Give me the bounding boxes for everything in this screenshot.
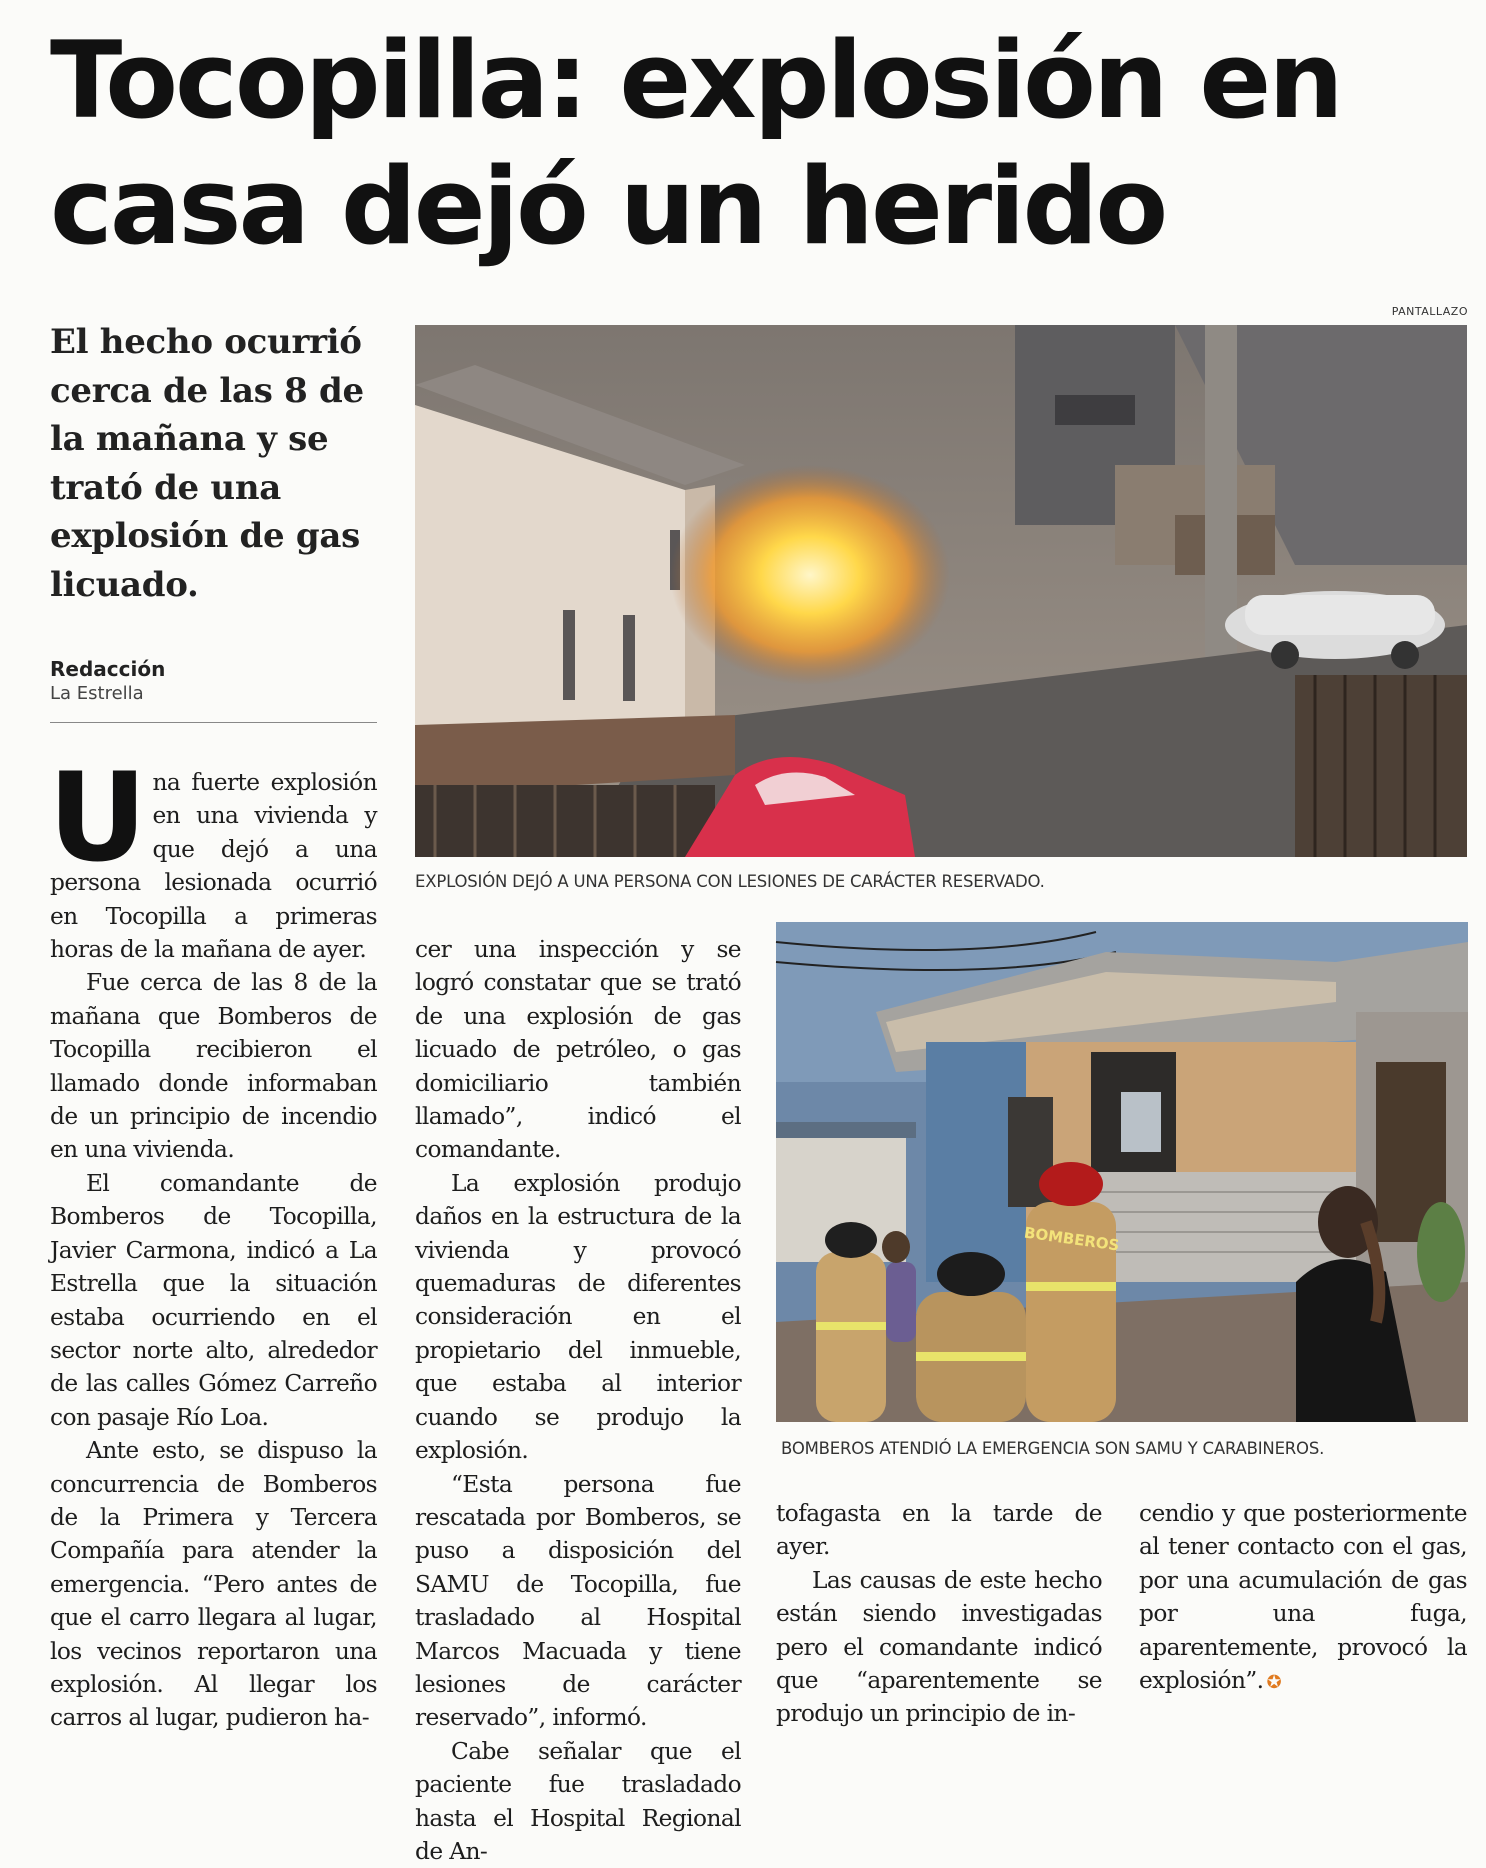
article-column-3 bbox=[776, 1497, 1102, 1737]
paragraph: cer una inspección y se logró constatar que se trató de una explosión de gas licuado de petróleo, o gas domiciliario también llamado”, indicó el comandante. bbox=[415, 936, 741, 1164]
paragraph: “Esta persona fue rescatada por Bomberos, se puso a disposición del SAMU de Tocopilla, fue trasladado al Hospital Marcos Macuada y tiene lesiones de carácter reservado”, informó. bbox=[415, 1470, 741, 1732]
paragraph: Una fuerte explosión en una vivienda y que dejó a una persona lesionada ocurrió en Tocopilla a primeras horas de la mañana de ayer. bbox=[48, 747, 377, 964]
caption-photo2: BOMBEROS ATENDIÓ LA EMERGENCIA SON SAMU Y CARABINEROS. bbox=[781, 1439, 1325, 1458]
paragraph: Ante esto, se dispuso la concurrencia de Bomberos de la Primera y Tercera Compañía para atender la emergencia. “Pero antes de que el carro llegara al lugar, los vecinos reportaron una explosión. Al llegar los carros al lugar, pudieron ha- bbox=[50, 1437, 377, 1732]
subhead: El hecho ocurrió cerca de las 8 de la mañana y se trató de una explosión de gas licuado. bbox=[50, 322, 364, 605]
paragraph: tofagasta en la tarde de ayer. bbox=[776, 1500, 1102, 1561]
paragraph: cendio y que posteriormente al tener contacto con el gas, por una acumulación de gas por una fuga, aparentemente, provocó la explosión”. ✪ bbox=[1139, 1500, 1467, 1695]
jacket-lettering: BOMBEROS bbox=[1022, 1223, 1121, 1255]
byline-author: Redacción bbox=[50, 657, 166, 681]
paragraph: Cabe señalar que el paciente fue trasladado hasta el Hospital Regional de An- bbox=[415, 1737, 741, 1865]
caption-photo1: EXPLOSIÓN DEJÓ A UNA PERSONA CON LESIONES DE CARÁCTER RESERVADO. bbox=[415, 872, 1045, 891]
byline bbox=[50, 656, 380, 706]
end-mark-icon: ✪ bbox=[1266, 1672, 1281, 1694]
photo-firefighters bbox=[776, 922, 1468, 1422]
paragraph: Fue cerca de las 8 de la mañana que Bomberos de Tocopilla recibieron el llamado donde informaban de un principio de incendio en una vivienda. bbox=[50, 969, 377, 1164]
paragraph: La explosión produjo daños en la estructura de la vivienda y provocó quemaduras de diferentes consideración en el propietario del inmueble, que estaba al interior cuando se produjo la explosión. bbox=[415, 1169, 741, 1465]
photo-credit: PANTALLAZO bbox=[1391, 305, 1468, 318]
drop-cap: U bbox=[48, 747, 147, 889]
photo-explosion bbox=[415, 325, 1467, 857]
paragraph: Las causas de este hecho están siendo investigadas pero el comandante indicó que “aparentemente se produjo un principio de in- bbox=[776, 1566, 1102, 1728]
byline-outlet: La Estrella bbox=[50, 683, 144, 704]
article-column-4 bbox=[1139, 1497, 1467, 1737]
headline: Tocopilla: explosión en casa dejó un herido bbox=[50, 19, 1341, 268]
article-column-2 bbox=[415, 933, 741, 1865]
paragraph: El comandante de Bomberos de Tocopilla, Javier Carmona, indicó a La Estrella que la situación estaba ocurriendo en el sector norte alto, alrededor de las calles Gómez Carreño con pasaje Río Loa. bbox=[50, 1169, 377, 1431]
article-column-1 bbox=[48, 747, 377, 1736]
byline-divider bbox=[50, 722, 377, 723]
